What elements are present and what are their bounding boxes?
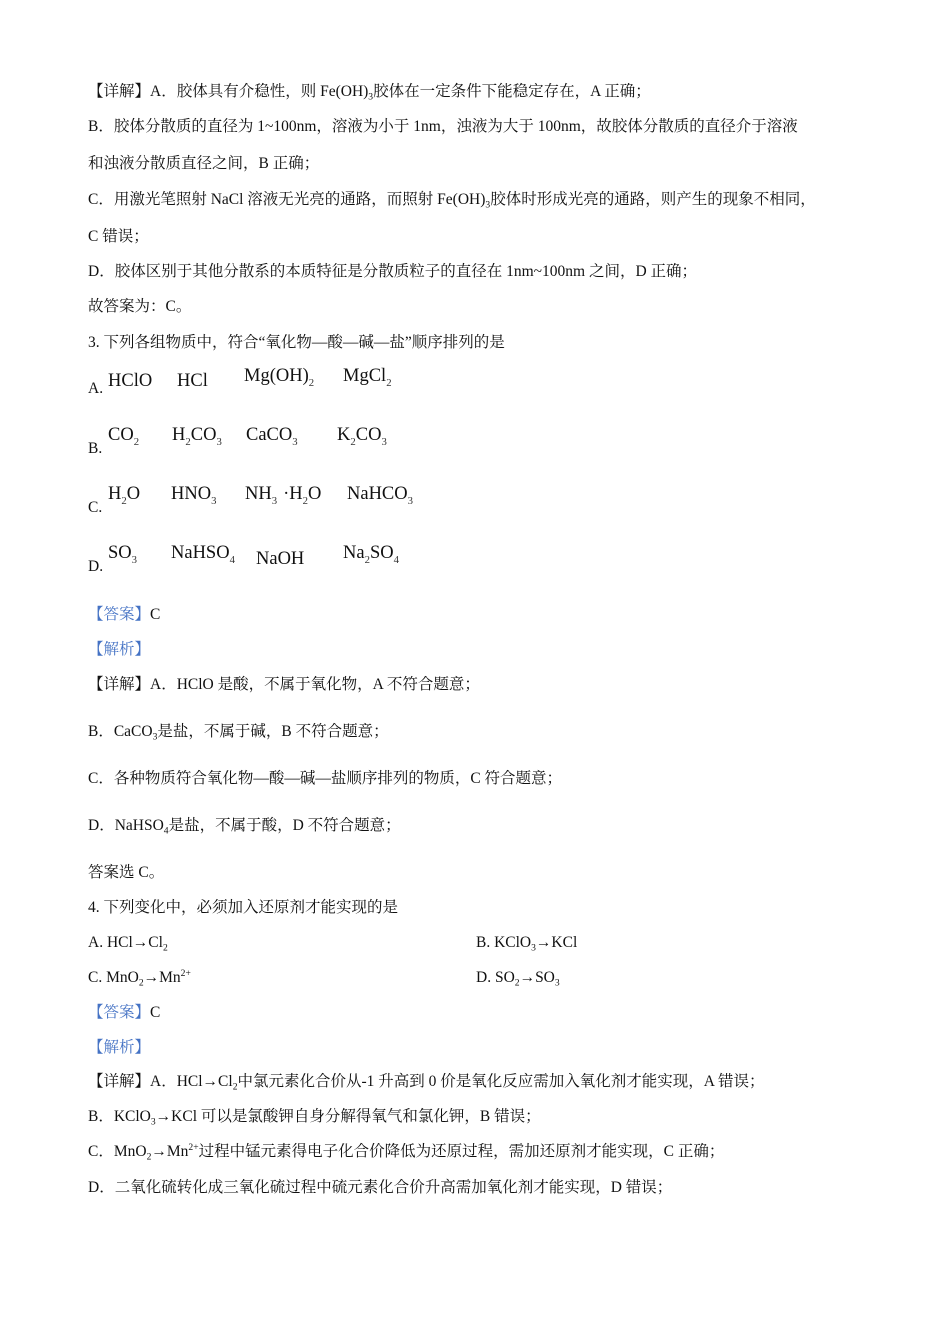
q3-option-a-formula-2: HCl: [177, 371, 208, 391]
q4-detail-c: C．$MnO_2\to Mn^{2+}$过程中锰元素得电子化合价降低为还原过程，需加还原剂才能实现，C 正确；: [88, 1142, 725, 1163]
prev-detail-c-cont: C 错误；: [88, 228, 149, 245]
prev-detail-a: 【详解】A．胶体具有介稳性，则 $Fe(OH)_3$胶体在一定条件下能稳定存在，A 正确；: [88, 83, 651, 103]
prev-detail-c: C．用激光笔照射 NaCl 溶液无光亮的通路，而照射 $Fe(OH)_3$胶体时形成光亮的通路，则产生的现象不相同，: [88, 191, 816, 211]
q3-answer: 【答案】C: [88, 606, 161, 623]
q3-conclusion: 答案选 C。: [88, 864, 165, 881]
q3-option-b-formula-2: $H_2CO_3$: [172, 425, 222, 448]
q3-option-a-formula-1: HClO: [108, 371, 153, 391]
q3-question: 3. 下列各组物质中，符合“氧化物—酸—碱—盐”顺序排列的是: [88, 334, 505, 351]
q4-detail-a: 【详解】A．$HCl\to Cl_2$中氯元素化合价从-1 升高到 0 价是氧化反应需加入氧化剂才能实现，A 错误；: [88, 1073, 765, 1093]
q3-analysis-heading: 【解析】: [88, 641, 151, 658]
prev-detail-b: B．胶体分散质的直径为 1~100nm，溶液为小于 1nm，浊液为大于 100nm，故胶体分散质的直径介于溶液: [88, 118, 798, 135]
q4-option-a: A. $HCl\to Cl_2$: [88, 934, 168, 954]
q3-option-d-formula-1: $SO_3$: [108, 543, 138, 566]
q3-option-d-formula-3: NaOH: [256, 549, 305, 569]
q4-option-c: C. $MnO_2\to Mn^{2+}$: [88, 968, 191, 989]
q3-option-b-label: B.: [88, 440, 103, 457]
q3-option-c-formula-1: $H_2O$: [108, 484, 141, 507]
q3-detail-a: 【详解】A．HClO 是酸，不属于氧化物，A 不符合题意；: [88, 676, 480, 693]
q4-option-d: D. $SO_2\to SO_3$: [476, 969, 560, 989]
q3-option-b-formula-4: $K_2CO_3$: [337, 425, 387, 448]
q3-option-d-formula-2: NaHSO$_4$: [171, 543, 235, 566]
q3-option-d-label: D.: [88, 558, 104, 575]
q4-detail-b: B．KClO$_3$→KCl 可以是氯酸钾自身分解得氧气和氯化钾，B 错误；: [88, 1108, 541, 1128]
q3-option-a-label: A.: [88, 380, 104, 397]
q3-option-b-formula-1: $CO_2$: [108, 425, 140, 448]
q4-answer: 【答案】C: [88, 1004, 161, 1021]
q3-detail-d: D．NaHSO$_4$是盐，不属于酸，D 不符合题意；: [88, 817, 401, 837]
prev-conclusion: 故答案为：C。: [88, 298, 192, 315]
q3-option-a-formula-3: $Mg(OH)_2$: [244, 366, 315, 389]
q4-question: 4. 下列变化中，必须加入还原剂才能实现的是: [88, 899, 399, 916]
prev-detail-b-cont: 和浊液分散质直径之间，B 正确；: [88, 155, 320, 172]
q3-option-a-formula-4: MgCl$_2$: [343, 366, 392, 389]
q3-detail-b: B．CaCO$_3$是盐，不属于碱，B 不符合题意；: [88, 723, 389, 743]
q3-option-c-formula-4: NaHCO$_3$: [347, 484, 413, 507]
q3-option-c-formula-3: $NH_3 \cdot H_2O$: [245, 484, 322, 507]
q3-option-d-formula-4: $Na_2SO_4$: [343, 543, 399, 566]
q3-option-b-formula-3: CaCO$_3$: [246, 425, 298, 448]
prev-detail-d: D．胶体区别于其他分散系的本质特征是分散质粒子的直径在 1nm~100nm 之间，D 正确；: [88, 263, 698, 280]
q4-analysis-heading: 【解析】: [88, 1039, 151, 1056]
q3-option-c-label: C.: [88, 499, 103, 516]
q4-option-b: B. KClO$_3$→KCl: [476, 934, 578, 954]
q4-detail-d: D．二氧化硫转化成三氧化硫过程中硫元素化合价升高需加氧化剂才能实现，D 错误；: [88, 1179, 673, 1196]
q3-detail-c: C．各种物质符合氧化物—酸—碱—盐顺序排列的物质，C 符合题意；: [88, 770, 563, 787]
q3-option-c-formula-2: $HNO_3$: [171, 484, 217, 507]
